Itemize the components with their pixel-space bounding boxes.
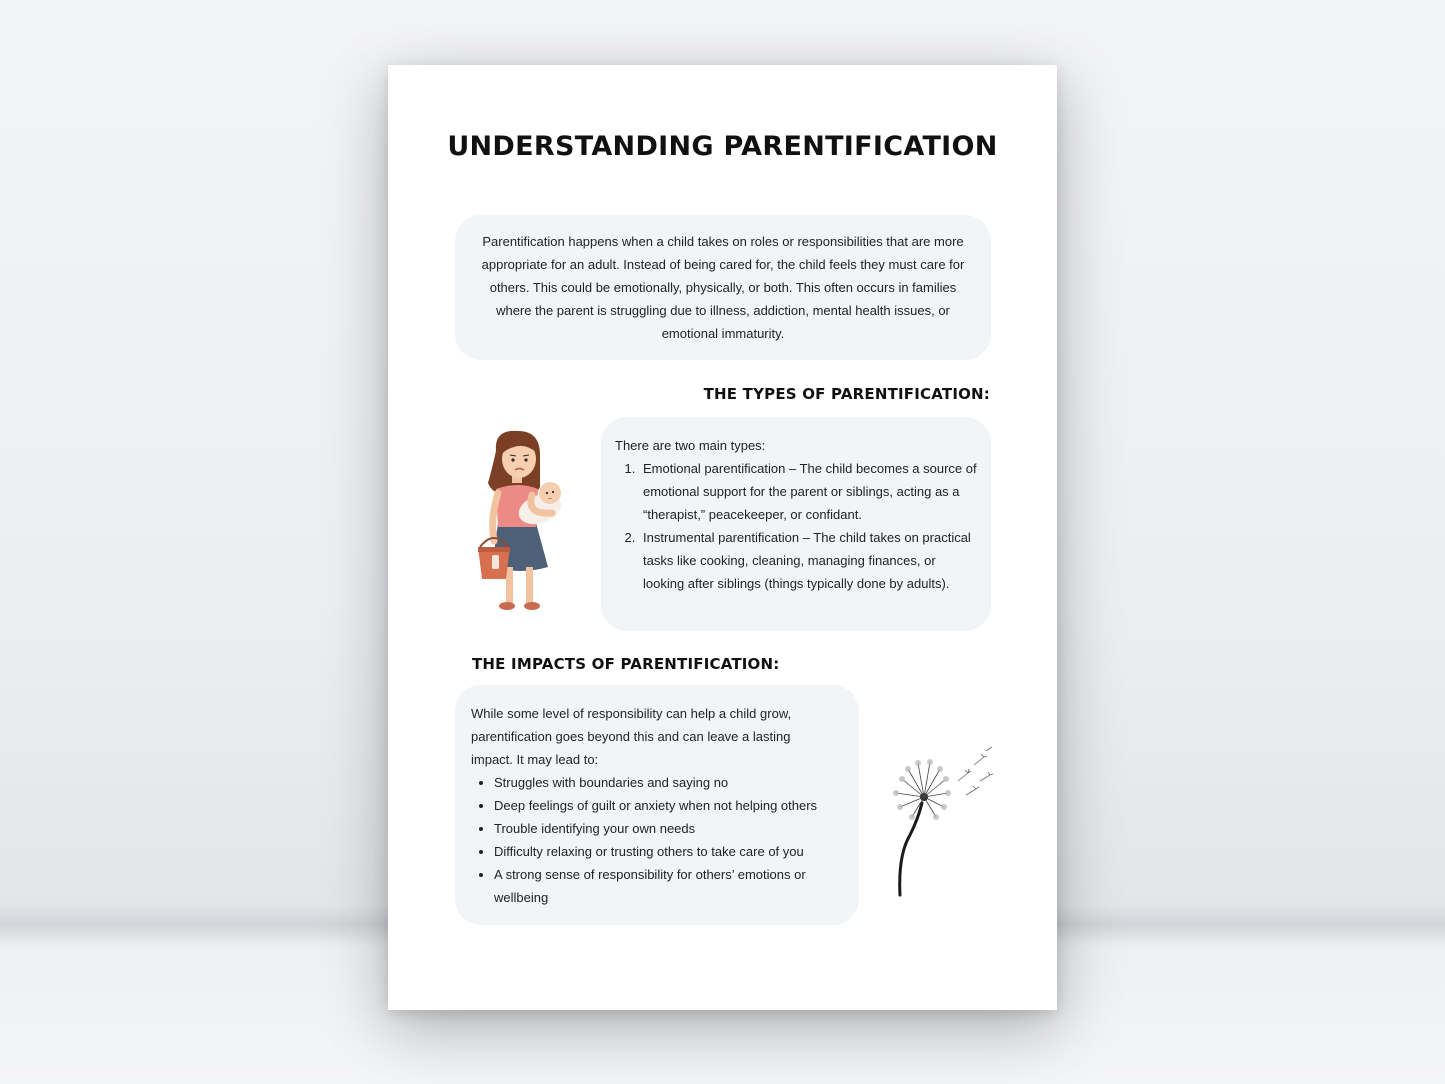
- impacts-list: [471, 771, 835, 909]
- dandelion-illustration: [888, 745, 998, 900]
- list-item: • Difficulty relaxing or trusting others to take care of you: [494, 840, 835, 863]
- girl-holding-baby-illustration: [474, 429, 570, 615]
- list-item: 1. Emotional parentification – The child becomes a source of emotional support for the parent or siblings, acting as a “therapist,” peacekeeper, or confidant.: [639, 457, 977, 526]
- intro-box: [455, 215, 991, 360]
- impacts-lead: While some level of responsibility can help a child grow, parentification goes beyond this and can leave a lasting impact. It may lead to:: [471, 706, 792, 767]
- list-item: • Deep feelings of guilt or anxiety when not helping others: [494, 794, 835, 817]
- types-box: [601, 417, 991, 631]
- types-lead: There are two main types:: [615, 438, 766, 453]
- impacts-box: [455, 685, 859, 925]
- list-item: • Struggles with boundaries and saying no: [494, 771, 835, 794]
- page-title: UNDERSTANDING PARENTIFICATION: [447, 131, 998, 162]
- list-item: • A strong sense of responsibility for others’ emotions or wellbeing: [494, 863, 835, 909]
- intro-text: Parentification happens when a child takes on roles or responsibilities that are more appropriate for an adult. Instead of being cared for, the child feels they must care for others. This could be emotionally, physically, or both. This often occurs in families where the parent is struggling due to illness, addiction, mental health issues, or emotional immaturity.: [481, 234, 965, 341]
- types-heading: THE TYPES OF PARENTIFICATION:: [703, 385, 990, 403]
- list-item: 2. Instrumental parentification – The child takes on practical tasks like cooking, cleaning, managing finances, or looking after siblings (things typically done by adults).: [639, 526, 977, 595]
- types-list: [615, 457, 977, 595]
- impacts-heading: THE IMPACTS OF PARENTIFICATION:: [472, 655, 780, 673]
- document-page: [388, 65, 1057, 1010]
- list-item: • Trouble identifying your own needs: [494, 817, 835, 840]
